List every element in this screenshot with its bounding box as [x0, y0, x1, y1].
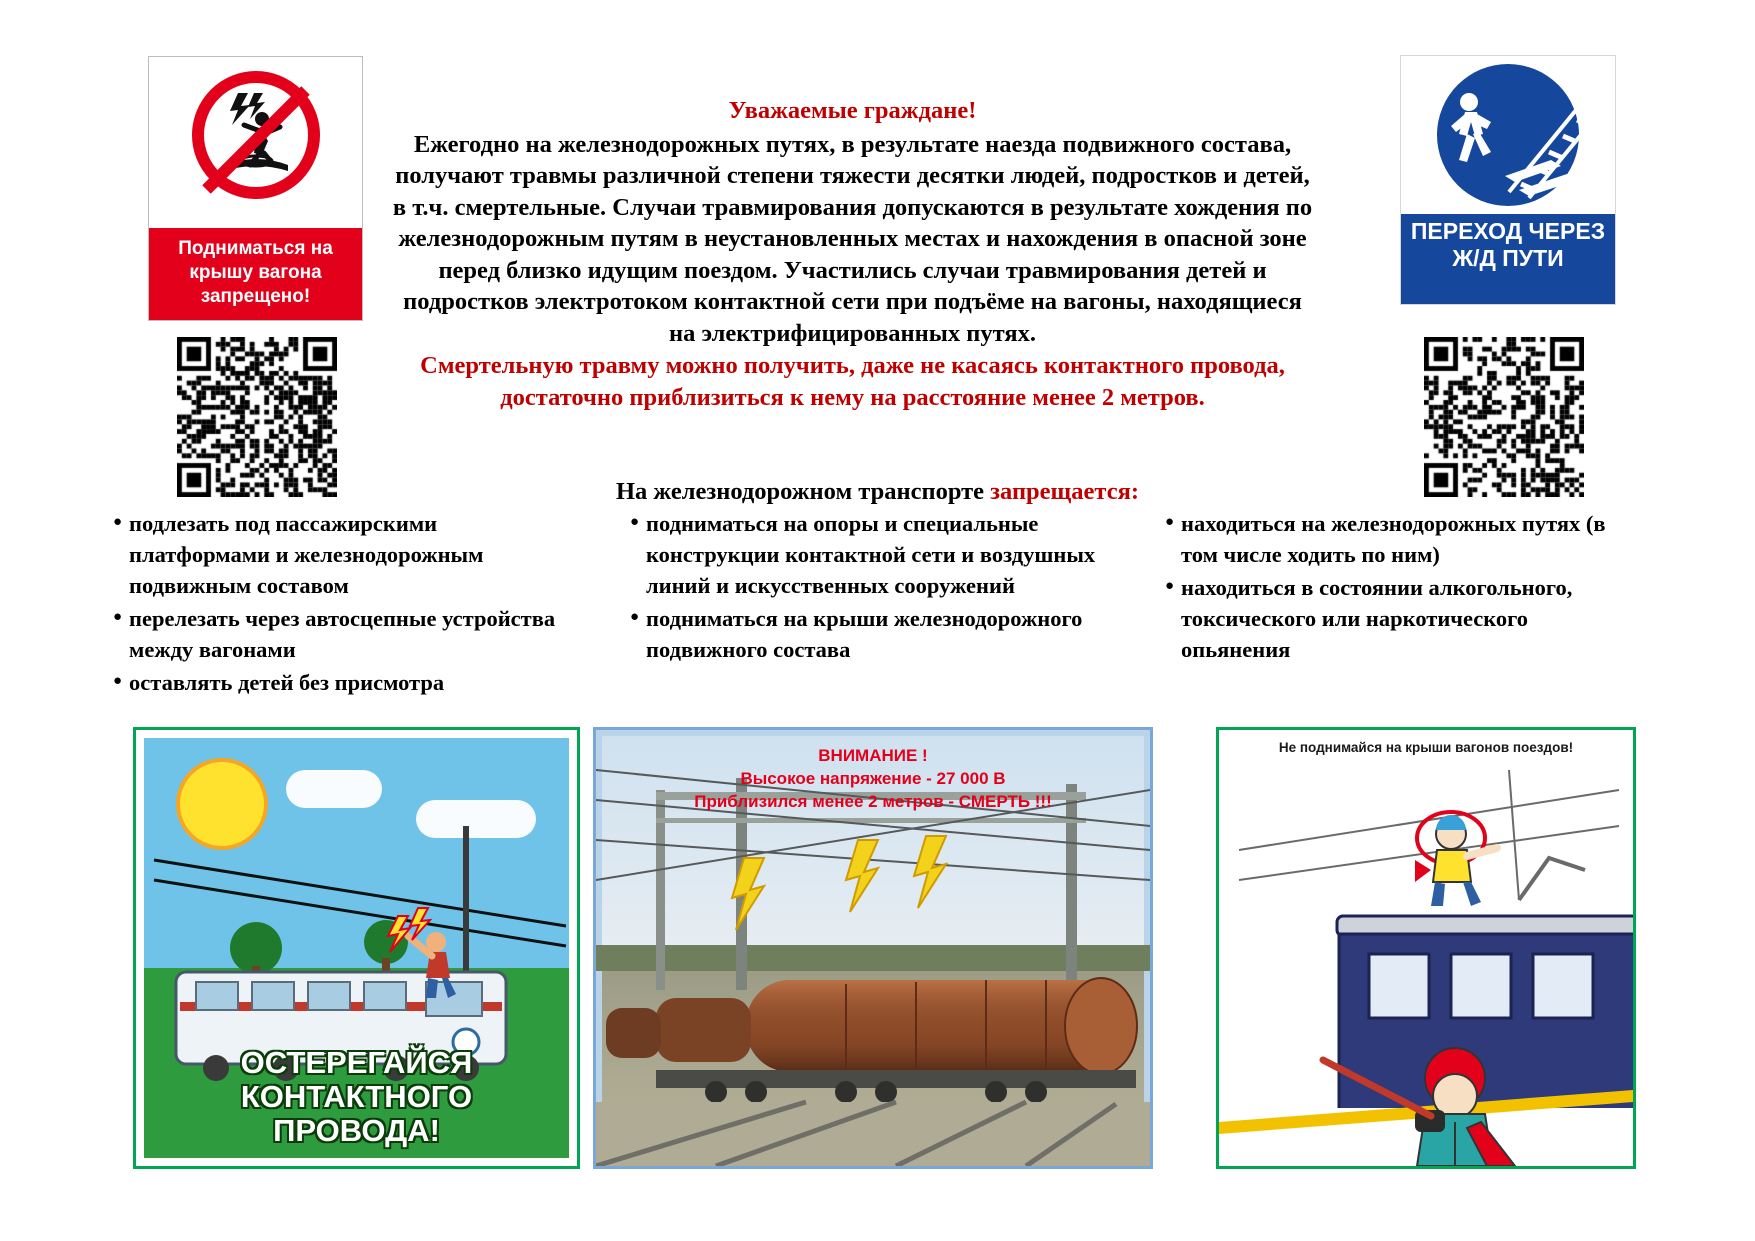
prohibition-heading: [0, 478, 1755, 506]
picture-1-caption: ОСТЕРЕГАЙСЯ КОНТАКТНОГО ПРОВОДА!: [240, 1045, 473, 1148]
picture-2-line-1: ВНИМАНИЕ !: [818, 746, 928, 765]
list-item: ● оставлять детей без присмотра: [113, 667, 583, 698]
no-climbing-sign: [148, 56, 363, 321]
prohibition-heading-red: запрещается:: [990, 478, 1139, 505]
body-paragraph: Ежегодно на железнодорожных путях, в результате наезда подвижного состава, получают травмы различной степени тяжести десятки людей, подростков и детей, в т.ч. смертельные. Случаи травмирования допускаются в результате хождения по железнодорожным путям в неустановленных местах и нахождения в опасной зоне перед близко идущим поездом. Участились случаи травмирования детей и подростков электротоком контактной сети при подъёме на вагоны, находящиеся на электрифицированных путях.: [392, 130, 1313, 347]
pedestrian-railway-crossing-icon: [1401, 56, 1615, 216]
qr-code-left[interactable]: [177, 337, 337, 497]
list-item: ● находиться в состоянии алкогольного, токсического или наркотического опьянения: [1165, 572, 1635, 665]
beware-of-contact-wire-poster: [133, 727, 580, 1169]
picture-2-line-3: Приблизился менее 2 метров - СМЕРТЬ !!!: [694, 792, 1052, 811]
picture-2-warning-text: [596, 744, 1150, 813]
qr-code-right[interactable]: [1424, 337, 1584, 497]
no-climbing-on-wagon-roof-icon: [149, 57, 362, 233]
main-heading: Уважаемые граждане!: [728, 97, 977, 124]
list-item: ● подниматься на опоры и специальные конструкции контактной сети и воздушных линий и искусственных сооружений: [630, 508, 1110, 601]
prohibition-column-1: [113, 508, 583, 700]
prohibition-columns: [0, 508, 1755, 708]
warning-paragraph: Смертельную травму можно получить, даже не касаясь контактного провода, достаточно приблизиться к нему на расстояние менее 2 метров.: [420, 352, 1285, 411]
prohibition-column-2: [630, 508, 1110, 667]
prohibition-heading-plain: На железнодорожном транспорте: [616, 478, 991, 505]
pedestrian-crossing-sign-caption: ПЕРЕХОД ЧЕРЕЗ Ж/Д ПУТИ: [1401, 214, 1615, 304]
list-item: ● подлезать под пассажирскими платформами и железнодорожным подвижным составом: [113, 508, 583, 601]
prohibition-column-3: [1165, 508, 1635, 667]
main-text-block: [390, 95, 1315, 413]
pedestrian-crossing-sign: [1400, 55, 1616, 305]
do-not-climb-on-wagon-roofs-cartoon: [1216, 727, 1636, 1169]
tank-wagons-high-voltage-photo: [593, 727, 1153, 1169]
no-climbing-sign-caption: Подниматься на крышу вагона запрещено!: [149, 228, 362, 320]
list-item: ● находиться на железнодорожных путях (в том числе ходить по ним): [1165, 508, 1635, 570]
list-item: ● перелезать через автосцепные устройства между вагонами: [113, 603, 583, 665]
list-item: ● подниматься на крыши железнодорожного подвижного состава: [630, 603, 1110, 665]
picture-2-line-2: Высокое напряжение - 27 000 В: [740, 769, 1006, 788]
picture-3-caption: Не поднимайся на крыши вагонов поездов!: [1278, 740, 1574, 755]
top-row: [0, 0, 1755, 500]
